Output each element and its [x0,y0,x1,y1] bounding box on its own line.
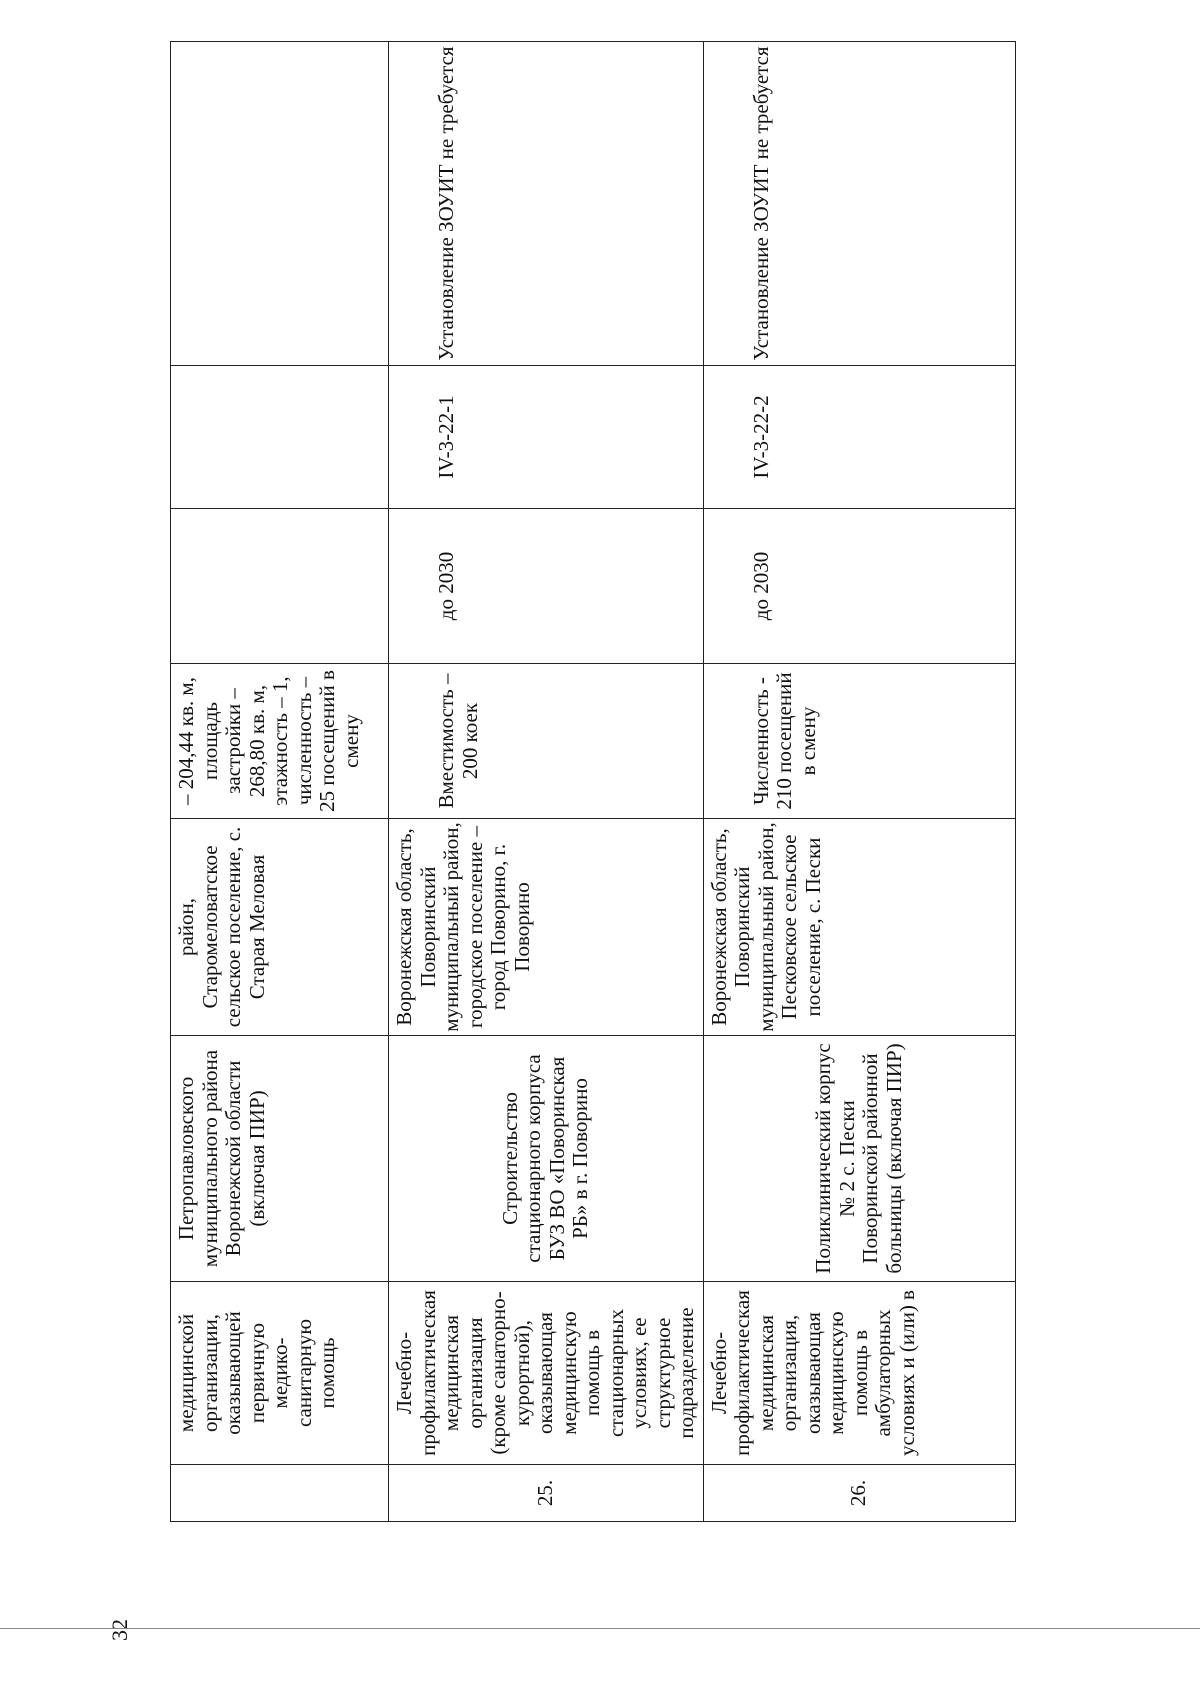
page-number-wrap [50,800,132,1641]
table-container [170,42,1006,1522]
cell-deadline: до 2030 [703,509,1015,664]
cell-name: Строительство стационарного корпуса БУЗ ВО «Поворинская РБ» в г. Поворино [389,1036,704,1282]
cell-num: 25. [389,1465,704,1522]
table-row-continuation [171,42,389,1522]
table-row [703,42,1015,1522]
cell-location: район, Старомеловатское сельское поселение, с. Старая Меловая [171,819,389,1036]
cell-code: IV-3-22-1 [389,366,704,509]
bottom-scan-line [0,1628,1200,1629]
cell-name: Поликлинический корпус № 2 с. Пески Поворинской районной больницы (включая ПИР) [703,1036,1015,1282]
cell-name: Петропавловского муниципального района Воронежской области (включая ПИР) [171,1036,389,1282]
cell-zone: Установление ЗОУИТ не требуется [389,42,704,366]
cell-zone: Установление ЗОУИТ не требуется [703,42,1015,366]
cell-location: Воронежская область, Поворинский муниципальный район, Песковское сельское поселение, с. Пески [703,819,1015,1036]
cell-num: 26. [703,1465,1015,1522]
table-row [389,42,704,1522]
cell-code [171,366,389,509]
objects-table [170,41,1016,1522]
page-number: 32 [107,1619,132,1641]
cell-deadline: до 2030 [389,509,704,664]
cell-deadline [171,509,389,664]
cell-characteristics: Численность - 210 посещений в смену [703,664,1015,819]
cell-location: Воронежская область, Поворинский муниципальный район, городское поселение – город Поворино, г. Поворино [389,819,704,1036]
cell-zone [171,42,389,366]
cell-type: медицинской организации, оказывающей первичную медико-санитарную помощь [171,1282,389,1465]
cell-type: Лечебно-профилактическая медицинская организация, оказывающая медицинскую помощь в амбулаторных условиях и (или) в [703,1282,1015,1465]
cell-type: Лечебно-профилактическая медицинская организация (кроме санаторно-курортной), оказывающая медицинскую помощь в стационарных условиях, ее структурное подразделение [389,1282,704,1465]
cell-code: IV-3-22-2 [703,366,1015,509]
cell-characteristics: Вместимость – 200 коек [389,664,704,819]
cell-characteristics: – 204,44 кв. м, площадь застройки – 268,80 кв. м, этажность – 1, численность – 25 посещений в смену [171,664,389,819]
cell-num [171,1465,389,1522]
